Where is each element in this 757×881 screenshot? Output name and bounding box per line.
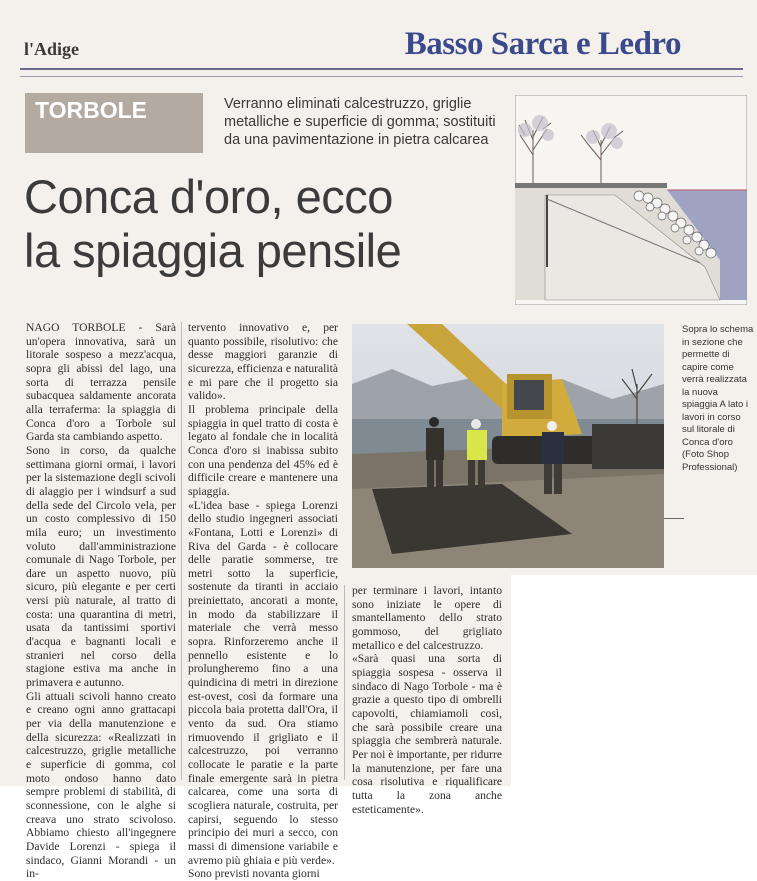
article-deck: Verranno eliminati calcestruzzo, griglie metalliche e superficie di gomma; sostituiti da una pavimentazione in pietra calcarea <box>224 96 496 148</box>
article-column-3 <box>352 584 502 816</box>
paragraph: tervento innovativo e, per quanto possibile, risolutivo: che desse maggiori garanzie di sicurezza, efficienza e naturalità e mi pare che il progetto sia valido». <box>188 321 338 403</box>
page-margin <box>511 575 757 786</box>
paragraph: «L'idea base - spiega Lorenzi dello studio ingegneri associati «Fontana, Lotti e Lorenzi» di Riva del Garda - è collocare delle paratie sommerse, tre metri sotto la superficie, sostenute da tiranti in acciaio preiniettato, ancorati a monte, in modo da stabilizzare il materiale che verrà messo sopra. Rinforzeremo anche il pennello esistente e lo prolungheremo fino a una quindicina di metri in direzione est-ovest, così da formare una piccola baia protetta dall'Ora, il vento da sud. Ora stiamo rimuovendo il grigliato e il calcestruzzo, poi verranno collocate le paratie e la parte finale emergente sarà in pietra calcarea, come una sorta di scogliera naturale, costruita, per capirsi, seguendo lo stesso principio dei muri a secco, con massi di dimensione variabile e avremo più ghiaia e più verde». <box>188 498 338 867</box>
kicker-text: TORBOLE <box>35 97 148 123</box>
paragraph: per terminare i lavori, intanto sono iniziate le opere di smantellamento dello strato gommoso, del grigliato metallico e del calcestruzzo. <box>352 584 502 652</box>
paragraph: Sono in corso, da qualche settimana giorni ormai, i lavori per la sistemazione degli scivoli di alaggio per i windsurf a sud della sede del Circolo vela, per un costo complessivo di 150 mila euro; un investimento voluto dall'amministrazione comunale di Nago Torbole, per dare un aspetto nuovo, più sicuro, più elegante e per certi versi più naturale, al tratto di costa: una quarantina di metri, usata da tantissimi sportivi d'acqua e bagnanti locali e stranieri nel corso della stagione estiva ma anche in primavera e autunno. <box>26 443 176 690</box>
column-divider <box>181 322 182 780</box>
paragraph: «Sarà quasi una sorta di spiaggia sospesa - osserva il sindaco di Nago Torbole - ma è grazie a questo tipo di ombrelli capovolti, chiamiamoli così, che sarà possibile creare una spiaggia che sembrerà naturale. Per noi è importante, per ridurre la manutenzione, per fare una cosa risolutiva e riqualificare tutta la zona anche esteticamente». <box>352 652 502 816</box>
paragraph: Sono previsti novanta giorni <box>188 867 320 881</box>
kicker-label <box>25 93 203 153</box>
section-title: Basso Sarca e Ledro <box>404 26 681 62</box>
article-column-2 <box>188 321 338 881</box>
photo-caption: Sopra lo schema in sezione che permette di capire come verrà realizzata la nuova spiaggia A lato i lavori in corso sul litorale di Conca d'oro (Foto Shop Professional) <box>682 324 754 473</box>
newspaper-name: l'Adige <box>24 39 80 59</box>
article-headline <box>24 170 510 278</box>
caption-rule <box>664 518 684 519</box>
beach-section-diagram <box>515 95 747 305</box>
paragraph: NAGO TORBOLE - Sarà un'opera innovativa, sarà un litorale sospeso a mezz'acqua, sopra gli abissi del lago, una sorta di terrazza pensile subacquea saldamente ancorata alla terraferma: la spiaggia di Conca d'oro a Torbole sul Garda sta cambiando aspetto. <box>26 321 176 444</box>
header-rule <box>20 68 743 77</box>
paragraph: Gli attuali scivoli hanno creato e creano ogni anno grattacapi per via della manutenzione e della sicurezza: «Realizzati in calcestruzzo, griglie metalliche e superficie di gomma, col moto ondoso hanno dato sempre problemi di stabilità, di sconnessione, con le alghe si creava uno strato scivoloso. Abbiamo chiesto all'ingegnere Davide Lorenzi - spiega il sindaco, Gianni Morandi - un in- <box>26 689 176 881</box>
article-column-1 <box>26 321 176 881</box>
column-divider <box>344 585 345 780</box>
paragraph: Il problema principale della spiaggia in quel tratto di costa è legato al fondale che in località Conca d'oro si inabissa subito con una pendenza del 45% ed è difficile creare e mantenere una spiaggia. <box>188 402 338 498</box>
headline-line-1: Conca d'oro, ecco <box>24 170 393 223</box>
construction-photo <box>352 324 664 568</box>
headline-line-2: la spiaggia pensile <box>24 224 402 277</box>
